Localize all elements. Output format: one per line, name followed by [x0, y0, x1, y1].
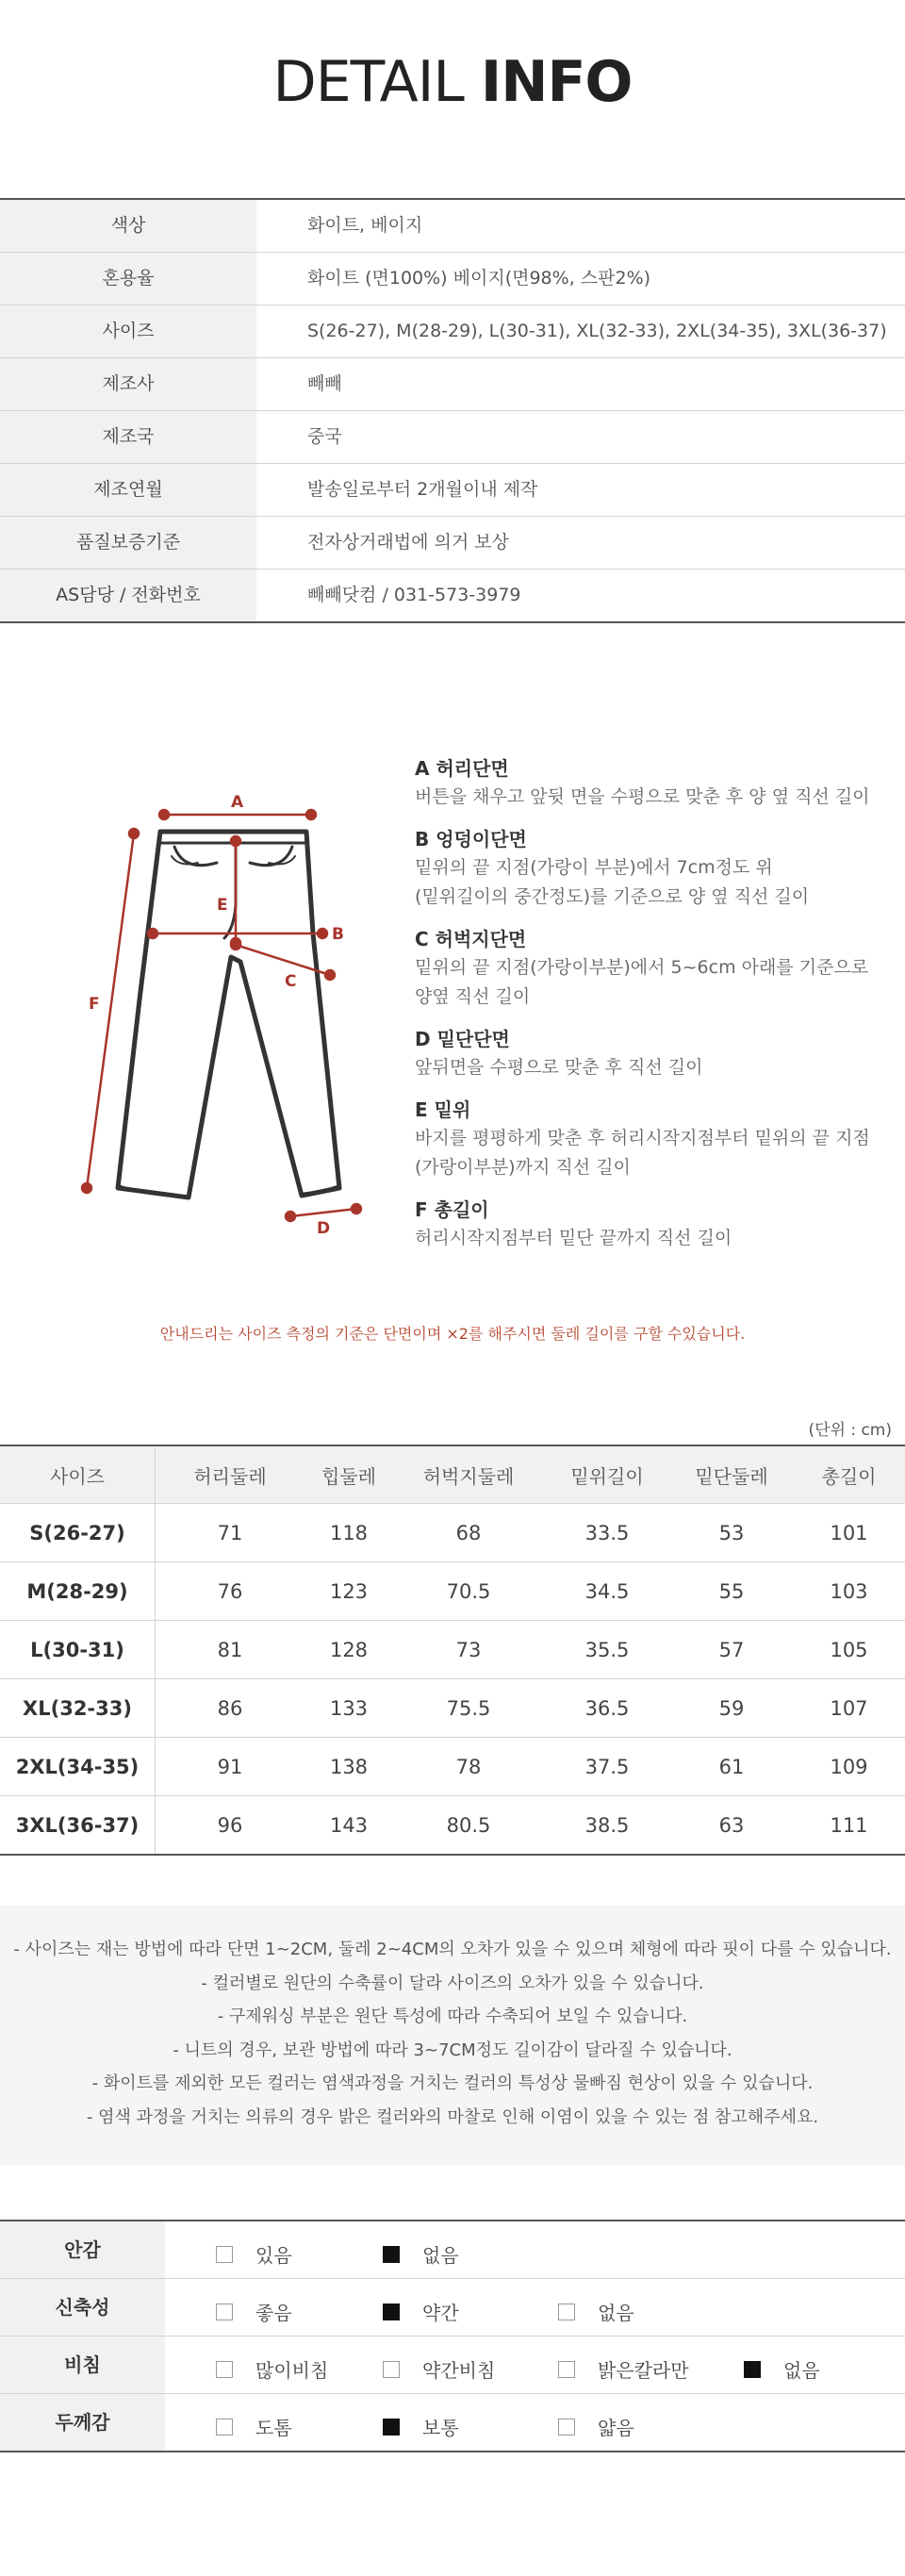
property-options [165, 2221, 905, 2278]
note-item: - 사이즈는 재는 방법에 따라 단면 1~2CM, 둘레 2~4CM의 오차가 있을 수 있으며 체형에 따라 핏이 다를 수 있습니다. [13, 1940, 892, 1959]
info-row-as [0, 569, 905, 621]
checkbox-empty [216, 2361, 233, 2378]
label-c: C [285, 972, 297, 991]
value-cell: 71 [156, 1504, 305, 1562]
option-label: 없음 [598, 2302, 634, 2324]
option [558, 2355, 689, 2383]
value-cell: 138 [304, 1738, 393, 1796]
size-cell: XL(32-33) [0, 1679, 156, 1738]
measure-d [415, 1025, 886, 1082]
checkbox-filled [744, 2361, 761, 2378]
property-stretch [0, 2278, 905, 2336]
checkbox-empty [383, 2361, 400, 2378]
size-cell: 3XL(36-37) [0, 1796, 156, 1856]
label-e: E [217, 896, 228, 915]
value-cell: 78 [393, 1738, 544, 1796]
measure-desc: 밑위의 끝 지점(가랑이 부분)에서 7cm정도 위 [415, 857, 773, 878]
value-cell: 86 [156, 1679, 305, 1738]
measure-title: B 엉덩이단면 [415, 828, 527, 850]
option-label: 약간비침 [422, 2359, 496, 2382]
info-key: 제조사 [0, 358, 256, 410]
measure-title: F 총길이 [415, 1198, 489, 1221]
option-label: 밝은칼라만 [598, 2359, 689, 2382]
info-key: 사이즈 [0, 305, 256, 357]
note-item: - 염색 과정을 거치는 의류의 경우 밝은 컬러와의 마찰로 인해 이염이 있을 수 있는 점 참고해주세요. [86, 2106, 819, 2127]
value-cell: 38.5 [584, 1813, 630, 1837]
option [216, 2298, 292, 2325]
value-cell: 63 [718, 1813, 745, 1837]
measure-title: D 밑단단면 [415, 1028, 510, 1050]
property-label: 비침 [0, 2337, 165, 2393]
title-bold: INFO [480, 49, 633, 115]
option [558, 2413, 634, 2440]
size-table [0, 1445, 905, 1856]
title-light: DETAIL [272, 49, 464, 115]
measure-e [415, 1096, 886, 1182]
option-label: 얇음 [598, 2417, 634, 2439]
option-label: 없음 [783, 2359, 820, 2382]
size-cell: 2XL(34-35) [0, 1738, 156, 1796]
property-label: 안감 [0, 2221, 165, 2278]
checkbox-empty [216, 2304, 233, 2320]
value-cell: 128 [304, 1621, 393, 1679]
option [383, 2413, 459, 2440]
checkbox-empty [558, 2361, 575, 2378]
value-cell: 35.5 [544, 1621, 670, 1679]
option [383, 2240, 459, 2268]
info-value: 전자상거래법에 의거 보상 [307, 532, 509, 553]
size-cell: M(28-29) [0, 1562, 156, 1621]
unit-label: (단위 : cm) [808, 1421, 892, 1440]
info-value: 빼빼닷컴 / 031-573-3979 [307, 585, 521, 605]
info-value: 중국 [307, 426, 342, 447]
measure-desc: 버튼을 채우고 앞뒷 면을 수평으로 맞춘 후 양 옆 직선 길이 [415, 786, 870, 807]
info-row-maker [0, 357, 905, 410]
value-cell: 133 [304, 1679, 393, 1738]
label-d: D [317, 1219, 331, 1235]
option-label: 도톰 [255, 2417, 292, 2439]
measure-desc: (밑위길이의 중간정도)를 기준으로 양 옆 직선 길이 [415, 886, 810, 907]
table-row [0, 1738, 905, 1796]
info-value: 빼빼 [307, 373, 342, 394]
property-lining [0, 2221, 905, 2278]
note-item: - 컬러별로 원단의 수축률이 달라 사이즈의 오차가 있을 수 있습니다. [201, 1973, 704, 1993]
option [216, 2355, 328, 2383]
column-header: 허리둘레 [156, 1445, 305, 1504]
pants-measurement-diagram [57, 745, 377, 1235]
value-cell: 75.5 [393, 1679, 544, 1738]
measure-title: A 허리단면 [415, 757, 509, 780]
value-cell: 57 [670, 1621, 793, 1679]
checkbox-filled [383, 2246, 400, 2263]
table-row [0, 1562, 905, 1621]
property-label: 두께감 [0, 2394, 165, 2451]
note-item: - 니트의 경우, 보관 방법에 따라 3~7CM정도 길이감이 달라질 수 있습니다. [173, 2039, 732, 2060]
info-key: 제조국 [0, 411, 256, 463]
measure-b [415, 825, 886, 912]
table-row [0, 1621, 905, 1679]
value-cell: 73 [393, 1621, 544, 1679]
measure-title: E 밑위 [415, 1098, 471, 1121]
checkbox-filled [383, 2419, 400, 2436]
property-options [165, 2279, 905, 2336]
measure-desc: 양옆 직선 길이 [415, 986, 531, 1007]
value-cell: 103 [793, 1562, 905, 1621]
checkbox-empty [558, 2419, 575, 2436]
info-row-country [0, 410, 905, 463]
option-label: 없음 [422, 2244, 459, 2267]
measure-title: C 허벅지단면 [415, 928, 527, 950]
value-cell: 68 [393, 1504, 544, 1562]
table-row [0, 1679, 905, 1738]
checkbox-empty [216, 2419, 233, 2436]
product-info-table [0, 198, 905, 623]
info-row-date [0, 463, 905, 516]
measure-a [415, 754, 886, 812]
size-cell: S(26-27) [0, 1504, 156, 1562]
size-cell: L(30-31) [0, 1621, 156, 1679]
value-cell: 70.5 [393, 1562, 544, 1621]
column-header: 밑위길이 [544, 1445, 670, 1504]
info-value: 화이트 (면100%) 베이지(면98%, 스판2%) [307, 268, 651, 289]
info-key: 품질보증기준 [0, 517, 256, 569]
info-value: S(26-27), M(28-29), L(30-31), XL(32-33), 2XL(34-35), 3XL(36-37) [307, 321, 887, 341]
option-label: 많이비침 [255, 2359, 329, 2382]
note-item: - 구제워싱 부분은 원단 특성에 따라 수축되어 보일 수 있습니다. [217, 2006, 688, 2026]
column-header: 허벅지둘레 [393, 1445, 544, 1504]
option-label: 약간 [422, 2302, 459, 2324]
option [383, 2298, 459, 2325]
measure-desc: 바지를 평평하게 맞춘 후 허리시작지점부터 밑위의 끝 지점 [415, 1128, 870, 1148]
property-label: 신축성 [0, 2279, 165, 2336]
value-cell: 96 [217, 1813, 243, 1837]
value-cell: 36.5 [544, 1679, 670, 1738]
option [744, 2355, 820, 2383]
property-sheerness [0, 2336, 905, 2393]
info-row-material [0, 252, 905, 305]
label-f: F [89, 995, 100, 1014]
option [383, 2355, 495, 2383]
value-cell: 53 [670, 1504, 793, 1562]
label-b: B [332, 925, 344, 944]
measure-desc: 허리시작지점부터 밑단 끝까지 직선 길이 [415, 1228, 732, 1248]
measure-desc: (가랑이부분)까지 직선 길이 [415, 1157, 631, 1178]
value-cell: 123 [304, 1562, 393, 1621]
property-options [165, 2394, 905, 2451]
value-cell: 91 [156, 1738, 305, 1796]
value-cell: 81 [156, 1621, 305, 1679]
size-notes [0, 1905, 905, 2165]
value-cell: 118 [304, 1504, 393, 1562]
column-header: 총길이 [793, 1445, 905, 1504]
measure-desc: 밑위의 끝 지점(가랑이부분)에서 5~6cm 아래를 기준으로 [415, 957, 869, 978]
info-row-warranty [0, 516, 905, 569]
value-cell: 55 [670, 1562, 793, 1621]
value-cell: 61 [670, 1738, 793, 1796]
checkbox-empty [558, 2304, 575, 2320]
measurement-notice: 안내드리는 사이즈 측정의 기준은 단면이며 ×2를 해주시면 둘레 길이를 구할 수있습니다. [159, 1325, 746, 1343]
size-table-header [0, 1445, 905, 1504]
column-header: 힙둘레 [304, 1445, 393, 1504]
option-label: 보통 [422, 2417, 459, 2439]
value-cell: 59 [670, 1679, 793, 1738]
info-key: AS담당 / 전화번호 [0, 570, 256, 621]
note-item: - 화이트를 제외한 모든 컬러는 염색과정을 거치는 컬러의 특성상 물빠짐 현상이 있을 수 있습니다. [91, 2073, 814, 2093]
value-cell: 34.5 [544, 1562, 670, 1621]
option [558, 2298, 634, 2325]
option-label: 있음 [255, 2244, 292, 2267]
property-options [165, 2337, 905, 2393]
option [216, 2413, 292, 2440]
page-title [0, 49, 905, 115]
info-row-color [0, 200, 905, 252]
label-a: A [231, 793, 244, 812]
value-cell: 80.5 [446, 1813, 491, 1837]
checkbox-empty [216, 2246, 233, 2263]
measure-c [415, 925, 886, 1012]
property-thickness [0, 2393, 905, 2451]
value-cell: 101 [793, 1504, 905, 1562]
option [216, 2240, 292, 2268]
table-row [0, 1504, 905, 1562]
info-key: 제조연월 [0, 464, 256, 516]
fabric-properties [0, 2220, 905, 2452]
value-cell: 76 [156, 1562, 305, 1621]
value-cell: 33.5 [544, 1504, 670, 1562]
info-value: 발송일로부터 2개월이내 제작 [307, 479, 538, 500]
info-key: 혼용율 [0, 253, 256, 305]
info-key: 색상 [0, 200, 256, 252]
column-header: 밑단둘레 [670, 1445, 793, 1504]
checkbox-filled [383, 2304, 400, 2320]
value-cell: 37.5 [544, 1738, 670, 1796]
measure-f [415, 1196, 886, 1253]
column-header: 사이즈 [0, 1445, 156, 1504]
info-value: 화이트, 베이지 [307, 215, 423, 236]
measure-desc: 앞뒤면을 수평으로 맞춘 후 직선 길이 [415, 1057, 703, 1078]
pants-illustration [118, 832, 339, 1197]
value-cell: 109 [793, 1738, 905, 1796]
measurement-guide [415, 754, 886, 1266]
value-cell: 105 [793, 1621, 905, 1679]
option-label: 좋음 [255, 2302, 292, 2324]
value-cell: 111 [830, 1813, 868, 1837]
value-cell: 107 [793, 1679, 905, 1738]
table-row [0, 1796, 905, 1856]
info-row-size [0, 305, 905, 357]
value-cell: 143 [329, 1813, 369, 1837]
